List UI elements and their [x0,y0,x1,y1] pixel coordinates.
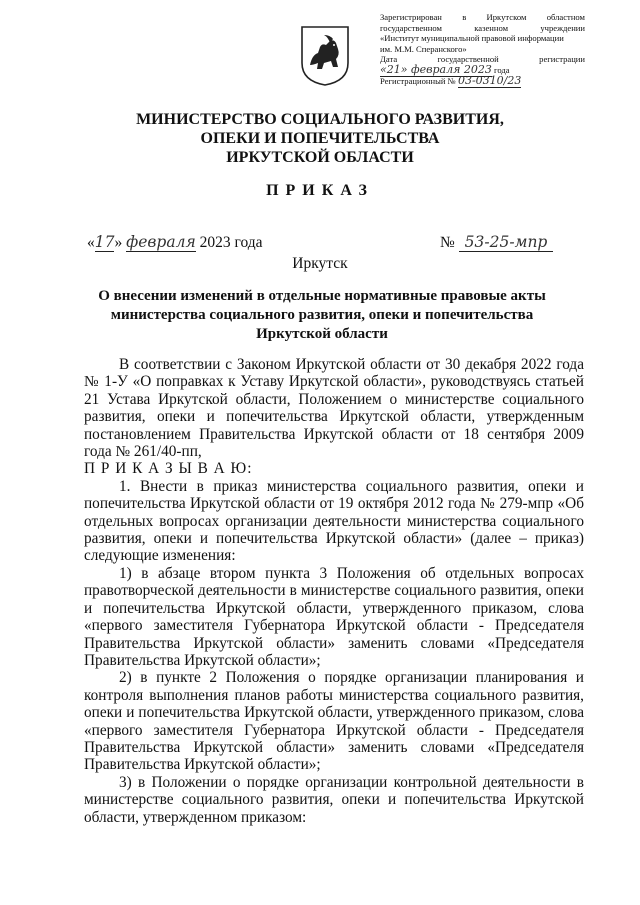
orders-heading: П Р И К А З Ы В А Ю: [84,460,253,478]
document-body [84,356,584,826]
registration-stamp [380,12,585,86]
registration-date-label: государственной [437,54,499,65]
registration-text: государственном [380,22,442,33]
order-month-handwritten: февраля [126,233,196,251]
body-paragraph-item-1: 1. Внести в приказ министерства социального развития, опеки и попечительства Иркутской области от 19 октября 2012 года № 279-мпр «Об отдельных вопросах организации деятельности министерства социального развития, опеки и попечительства Иркутской области» (далее – приказ) следующие изменения: [84,477,584,565]
ministry-title-line: ОПЕКИ И ПОПЕЧИТЕЛЬСТВА [200,130,440,147]
body-paragraph-subitem-3: 3) в Положении о порядке организации контрольной деятельности в министерстве социального развития, опеки и попечительства Иркутской области, утвержденном приказом: [84,773,584,826]
subject-line: Иркутской области [256,326,388,342]
order-day-handwritten: 17 [94,233,115,251]
registration-date-label: Дата [380,54,398,65]
body-paragraph-subitem-2: 2) в пункте 2 Положения о порядке организации планирования и контроля выполнения планов работы министерства социального развития, опеки и попечительства Иркутской области, утвержденного приказом, слова «первого заместителя Губернатора Иркутской области - Председателя Правительства Иркутской области» заменить словами «Председателя Правительства Иркутской области»; [84,669,584,774]
registration-text: областном [546,12,585,22]
registration-text: Иркутском [486,12,527,22]
ministry-title [0,110,640,167]
document-type-heading: ПРИКАЗ [266,182,374,199]
registration-number-handwritten: 03-0310/23 [457,73,522,87]
order-city: Иркутск [292,255,348,272]
order-number [440,233,553,252]
subject-line: министерства социального развития, опеки и попечительства [110,307,534,323]
order-date [87,233,263,252]
registration-institute-name: им. М.М. Сперанского» [380,43,467,54]
ministry-title-line: МИНИСТЕРСТВО СОЦИАЛЬНОГО РАЗВИТИЯ, [136,111,504,128]
irkutsk-coat-of-arms-emblem [300,25,350,87]
registration-text: казенном [474,22,509,33]
order-number-handwritten: 53-25-мпр [459,233,554,252]
registration-date-handwritten: «21» февраля 2023 [380,62,492,76]
order-number-label: № [440,234,455,251]
order-subject [85,287,559,344]
registration-date-suffix: года [494,64,510,75]
date-quote: » [114,234,123,251]
ministry-title-line: ИРКУТСКОЙ ОБЛАСТИ [226,149,414,166]
registration-institute: «Институт муниципальной правовой информации [380,33,564,44]
registration-number-label: Регистрационный № [380,75,456,86]
body-paragraph-preamble: В соответствии с Законом Иркутской области от 30 декабря 2022 года № 1-У «О поправках к Уставу Иркутской области», руководствуясь статьей 21 Устава Иркутской области, Положением о министерстве социального развития, опеки и попечительства Иркутской области, утвержденным постановлением Правительства Иркутской области от 18 сентября 2009 года № 261/40-пп, [84,356,584,461]
registration-text: учреждении [540,22,585,33]
body-paragraph-subitem-1: 1) в абзаце втором пункта 3 Положения об отдельных вопросах правотворческой деятельности в министерстве социального развития, опеки и попечительства Иркутской области, утвержденного приказом, слова «первого заместителя Губернатора Иркутской области - Председателя Правительства Иркутской области» заменить словами «Председателя Правительства Иркутской области»; [84,564,584,669]
date-quote: « [87,234,95,251]
registration-text: Зарегистрирован [380,12,442,22]
subject-line: О внесении изменений в отдельные нормативные правовые акты [98,288,546,304]
order-year: 2023 года [199,234,263,251]
registration-date-label: регистрации [539,54,585,65]
registration-text: в [462,12,467,22]
